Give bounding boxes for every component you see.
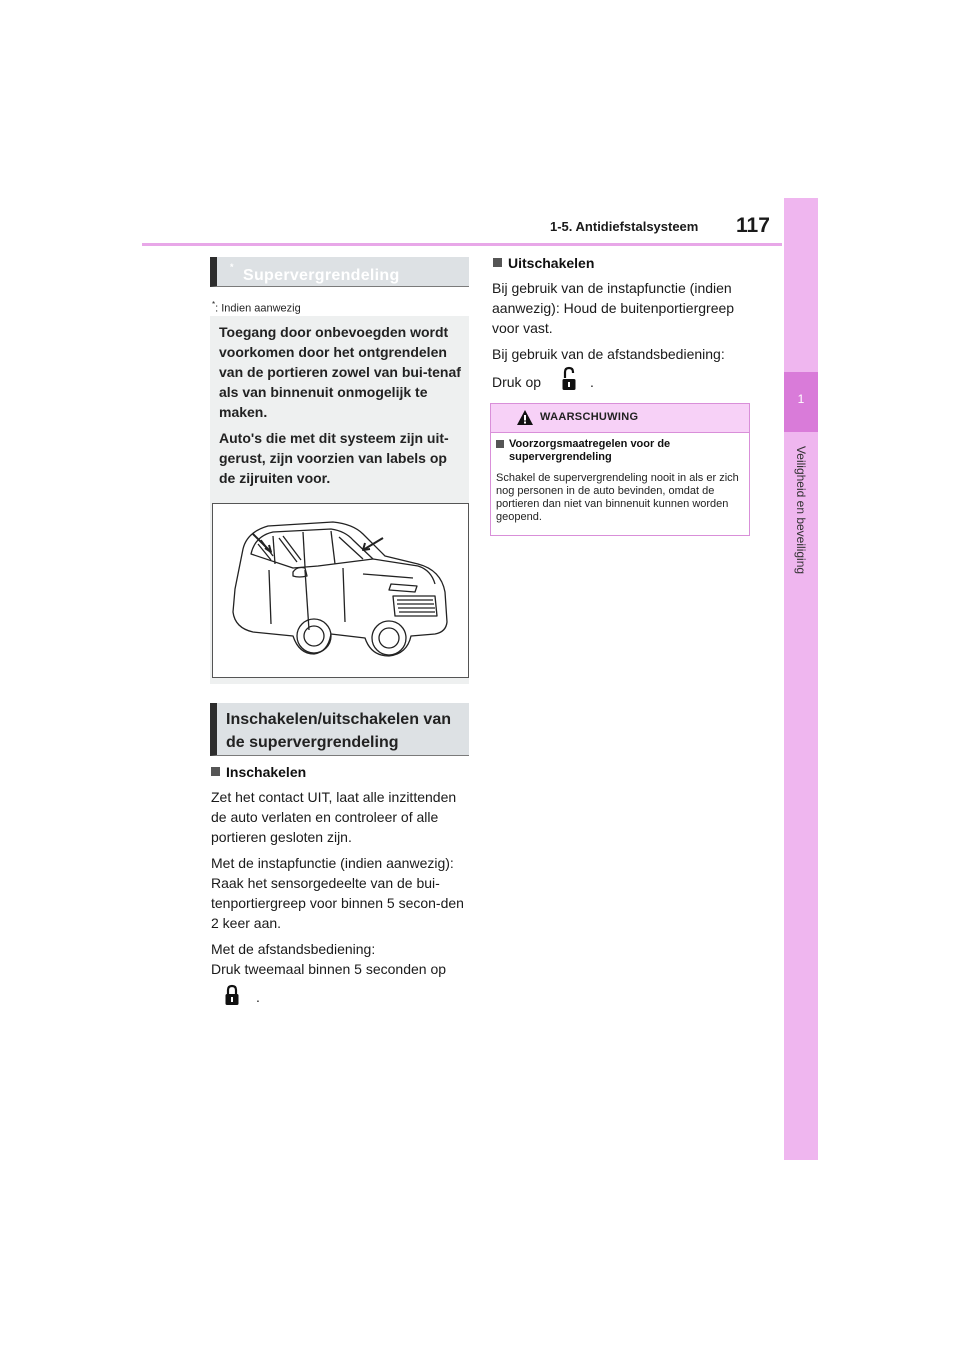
section-heading-inschakelen-uitschakelen [210, 703, 469, 756]
warning-subheading: Voorzorgsmaatregelen voor de supervergrendeling [496, 438, 741, 464]
warning-body: Schakel de supervergrendeling nooit in als er zich nog personen in de auto bevinden, omdat de portieren dan niet van binnenuit kunnen worden geopend. [496, 472, 739, 523]
section-title-line: Inschakelen/uitschakelen van [226, 711, 451, 728]
bullet-square [493, 258, 502, 267]
body-paragraph: Zet het contact UIT, laat alle inzittenden de auto verlaten en controleer of alle portieren gesloten zijn. [211, 789, 457, 845]
warning-header [491, 404, 749, 433]
uitschakelen-text [492, 278, 750, 370]
subheading-uitschakelen: Uitschakelen [493, 255, 594, 271]
car-illustration [212, 503, 469, 678]
unlock-icon [561, 366, 577, 392]
section-title-line: de supervergrendeling [226, 734, 399, 751]
warning-triangle-icon [516, 409, 534, 426]
info-paragraph: Auto's die met dit systeem zijn uit-gerust, zijn voorzien van labels op de zijruiten voor. [219, 430, 449, 486]
period: . [256, 989, 260, 1005]
info-paragraph: Toegang door onbevoegden wordt voorkomen door het ontgrendelen van de portieren zowel van bui-tenaf als van binnenuit onmogelijk te maken. [219, 324, 461, 420]
header-section-title: 1-5. Antidiefstalsysteem [550, 219, 699, 234]
chapter-number: 1 [797, 392, 805, 406]
bullet-square [211, 767, 220, 776]
body-paragraph: Bij gebruik van de instapfunctie (indien aanwezig): Houd de buitenportiergreep voor vast. [492, 280, 735, 336]
druk-op-text: Druk op [492, 374, 542, 390]
section-title: Supervergrendeling * [230, 262, 400, 284]
body-paragraph: Bij gebruik van de afstandsbediening: [492, 346, 725, 362]
subheading-inschakelen: Inschakelen [211, 764, 306, 780]
info-text [219, 322, 464, 494]
warning-box [490, 403, 750, 536]
body-paragraph: Met de instapfunctie (indien aanwezig): Raak het sensorgedeelte van de bui-tenportiergreep voor binnen 5 secon-den 2 keer aan. [211, 855, 464, 931]
body-paragraph: Met de afstandsbediening: Druk tweemaal binnen 5 seconden op [211, 941, 447, 977]
chapter-side-tab [784, 198, 818, 1160]
header-divider [142, 243, 782, 246]
suv-drawing [213, 504, 468, 677]
footnote: *: Indien aanwezig [212, 300, 301, 315]
warning-title: WAARSCHUWING [540, 411, 639, 423]
period: . [590, 374, 594, 390]
page-number: 117 [736, 214, 770, 237]
bullet-square [496, 440, 504, 448]
inschakelen-text [211, 787, 473, 979]
lock-icon [224, 984, 240, 1006]
chapter-label: Veiligheid en beveiliging [794, 445, 808, 575]
section-heading-supervergrendeling [210, 257, 469, 287]
